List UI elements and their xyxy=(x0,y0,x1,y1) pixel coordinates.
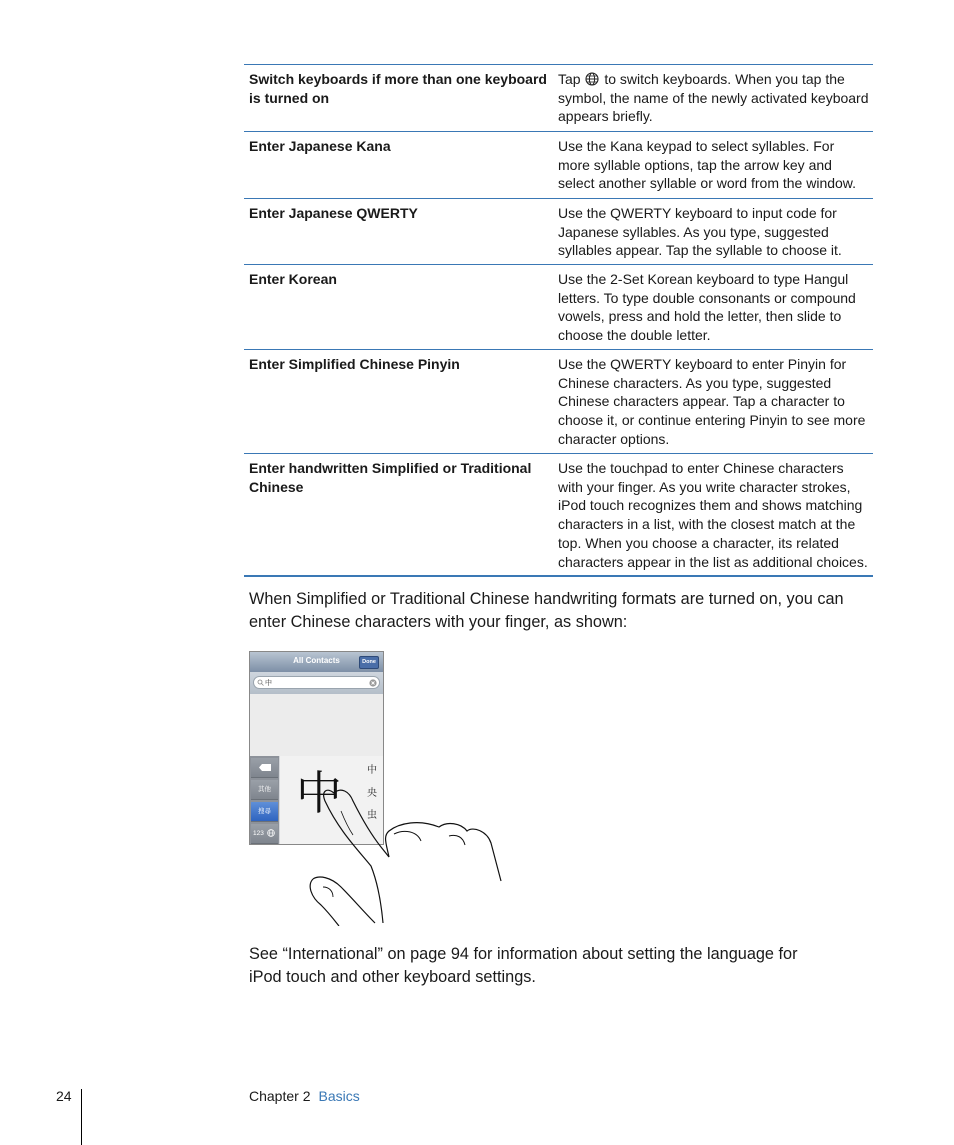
keyboard-methods-table xyxy=(244,64,873,577)
table-action-cell: Enter Korean xyxy=(249,271,337,287)
footer-divider xyxy=(81,1089,82,1145)
table-row xyxy=(244,454,873,577)
table-action-cell: Enter Japanese Kana xyxy=(249,138,391,154)
section-link[interactable]: Basics xyxy=(318,1088,360,1104)
handwriting-figure xyxy=(249,651,509,926)
table-action-cell: Switch keyboards if more than one keyboard is turned on xyxy=(249,71,547,106)
chapter-label: Chapter 2 xyxy=(249,1088,311,1104)
search-text: 中 xyxy=(265,680,272,687)
footer-chapter xyxy=(249,1088,360,1104)
finger-hand-illustration xyxy=(249,651,509,926)
table-row xyxy=(244,199,873,265)
table-description-cell: Use the touchpad to enter Chinese characters with your finger. As you write character strokes, iPod touch recognizes them and shows matching characters in a list, with the closest match at the top. When you choose a character, its related characters appear in the list as additional choices. xyxy=(558,460,868,570)
page-number: 24 xyxy=(56,1088,72,1104)
candidate-character[interactable]: 央 xyxy=(367,788,377,799)
table-row xyxy=(244,132,873,199)
done-button[interactable]: Done xyxy=(359,656,379,669)
table-row xyxy=(244,350,873,454)
table-row xyxy=(244,65,873,132)
intro-paragraph: When Simplified or Traditional Chinese handwriting formats are turned on, you can enter Chinese characters with your finger, as shown: xyxy=(249,590,844,631)
globe-icon xyxy=(585,72,599,86)
table-description-cell: Use the Kana keypad to select syllables. For more syllable options, tap the arrow key and select another syllable or word from the window. xyxy=(558,138,857,192)
table-description-text: Tap xyxy=(558,71,581,87)
table-action-cell: Enter Japanese QWERTY xyxy=(249,205,418,221)
table-description-text: to switch keyboards. When you tap the symbol, the name of the newly activated keyboard appears briefly. xyxy=(558,71,869,125)
table-description-cell: Use the QWERTY keyboard to input code for Japanese syllables. As you type, suggested syllables appear. Tap the syllable to choose it. xyxy=(558,205,842,259)
table-action-cell: Enter handwritten Simplified or Traditional Chinese xyxy=(249,460,532,495)
international-paragraph: See “International” on page 94 for information about setting the language for iPod touch and other keyboard settings. xyxy=(249,945,798,986)
handwritten-character: 中 xyxy=(296,766,342,820)
table-action-cell: Enter Simplified Chinese Pinyin xyxy=(249,356,460,372)
table-description-cell xyxy=(558,70,873,125)
nav-title: All Contacts xyxy=(293,656,340,665)
table-row xyxy=(244,265,873,350)
other-key[interactable]: 其他 xyxy=(251,780,278,800)
table-description-cell: Use the QWERTY keyboard to enter Pinyin for Chinese characters. As you type, suggested Chinese characters appear. Tap a character to choose it, or continue entering Pinyin to see more character options. xyxy=(558,356,866,447)
numbers-key-label: 123 xyxy=(253,830,264,837)
search-key[interactable]: 搜尋 xyxy=(251,802,278,822)
candidate-character[interactable]: 虫 xyxy=(367,810,377,821)
candidate-character[interactable]: 中 xyxy=(367,765,377,776)
table-description-cell: Use the 2-Set Korean keyboard to type Hangul letters. To type double consonants or compound vowels, press and hold the letter, then slide to choose the double letter. xyxy=(558,271,856,344)
